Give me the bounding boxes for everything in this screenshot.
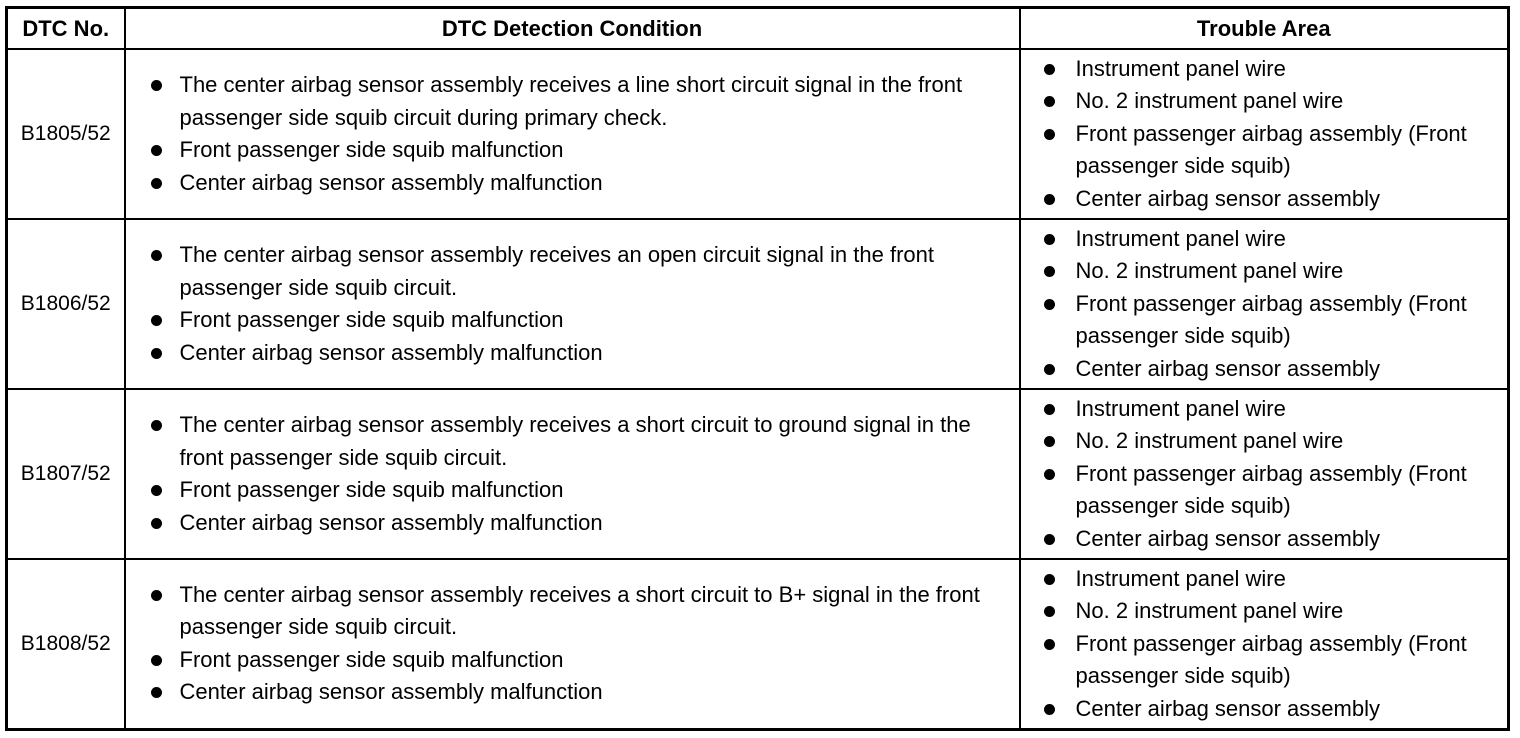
bullet-icon: [1044, 639, 1055, 650]
condition-item: Front passenger side squib malfunction: [146, 474, 1015, 507]
bullet-icon: [1044, 234, 1055, 245]
dtc-code: B1808/52: [7, 559, 125, 729]
bullet-icon: [151, 250, 162, 261]
condition-item: Center airbag sensor assembly malfunction: [146, 167, 1015, 200]
header-row: [7, 8, 1509, 50]
dtc-code: B1805/52: [7, 49, 125, 219]
bullet-icon: [1044, 704, 1055, 715]
bullet-icon: [151, 348, 162, 359]
header-condition: DTC Detection Condition: [125, 8, 1020, 50]
detection-condition-cell: [125, 219, 1020, 389]
detection-condition-cell: [125, 389, 1020, 559]
area-item: No. 2 instrument panel wire: [1042, 255, 1504, 288]
bullet-icon: [151, 315, 162, 326]
area-item: Front passenger airbag assembly (Front passenger side squib): [1042, 118, 1504, 183]
area-item: No. 2 instrument panel wire: [1042, 595, 1504, 628]
bullet-icon: [151, 518, 162, 529]
table-row: [7, 49, 1509, 219]
bullet-icon: [151, 80, 162, 91]
bullet-icon: [151, 178, 162, 189]
trouble-area-cell: [1020, 389, 1509, 559]
bullet-icon: [151, 655, 162, 666]
table-row: [7, 559, 1509, 729]
area-item: Instrument panel wire: [1042, 563, 1504, 596]
condition-item: Front passenger side squib malfunction: [146, 644, 1015, 677]
bullet-icon: [151, 420, 162, 431]
area-item: Center airbag sensor assembly: [1042, 183, 1504, 216]
bullet-icon: [1044, 96, 1055, 107]
bullet-icon: [151, 590, 162, 601]
header-trouble-area: Trouble Area: [1020, 8, 1509, 50]
table-row: [7, 389, 1509, 559]
bullet-icon: [1044, 469, 1055, 480]
condition-item: Center airbag sensor assembly malfunction: [146, 507, 1015, 540]
condition-item: The center airbag sensor assembly receives a short circuit to B+ signal in the front passenger side squib circuit.: [146, 579, 1015, 644]
area-item: Front passenger airbag assembly (Front passenger side squib): [1042, 628, 1504, 693]
dtc-table: [5, 6, 1510, 731]
bullet-icon: [1044, 364, 1055, 375]
trouble-area-cell: [1020, 49, 1509, 219]
condition-item: The center airbag sensor assembly receives a line short circuit signal in the front passenger side squib circuit during primary check.: [146, 69, 1015, 134]
bullet-icon: [1044, 194, 1055, 205]
bullet-icon: [1044, 606, 1055, 617]
bullet-icon: [1044, 299, 1055, 310]
header-dtc-no: DTC No.: [7, 8, 125, 50]
condition-item: Front passenger side squib malfunction: [146, 134, 1015, 167]
bullet-icon: [1044, 64, 1055, 75]
dtc-table-wrapper: [5, 6, 1510, 731]
condition-item: The center airbag sensor assembly receives an open circuit signal in the front passenger side squib circuit.: [146, 239, 1015, 304]
condition-item: Front passenger side squib malfunction: [146, 304, 1015, 337]
bullet-icon: [1044, 404, 1055, 415]
bullet-icon: [1044, 266, 1055, 277]
area-item: Front passenger airbag assembly (Front passenger side squib): [1042, 458, 1504, 523]
condition-item: Center airbag sensor assembly malfunction: [146, 337, 1015, 370]
area-item: Instrument panel wire: [1042, 223, 1504, 256]
dtc-code: B1806/52: [7, 219, 125, 389]
bullet-icon: [151, 145, 162, 156]
table-row: [7, 219, 1509, 389]
condition-item: The center airbag sensor assembly receives a short circuit to ground signal in the front passenger side squib circuit.: [146, 409, 1015, 474]
area-item: Center airbag sensor assembly: [1042, 523, 1504, 556]
condition-item: Center airbag sensor assembly malfunction: [146, 676, 1015, 709]
bullet-icon: [1044, 534, 1055, 545]
trouble-area-cell: [1020, 559, 1509, 729]
area-item: Instrument panel wire: [1042, 53, 1504, 86]
bullet-icon: [151, 687, 162, 698]
area-item: No. 2 instrument panel wire: [1042, 85, 1504, 118]
detection-condition-cell: [125, 49, 1020, 219]
detection-condition-cell: [125, 559, 1020, 729]
area-item: Center airbag sensor assembly: [1042, 693, 1504, 726]
bullet-icon: [151, 485, 162, 496]
bullet-icon: [1044, 129, 1055, 140]
bullet-icon: [1044, 574, 1055, 585]
area-item: Center airbag sensor assembly: [1042, 353, 1504, 386]
dtc-code: B1807/52: [7, 389, 125, 559]
area-item: Front passenger airbag assembly (Front passenger side squib): [1042, 288, 1504, 353]
area-item: Instrument panel wire: [1042, 393, 1504, 426]
area-item: No. 2 instrument panel wire: [1042, 425, 1504, 458]
trouble-area-cell: [1020, 219, 1509, 389]
bullet-icon: [1044, 436, 1055, 447]
